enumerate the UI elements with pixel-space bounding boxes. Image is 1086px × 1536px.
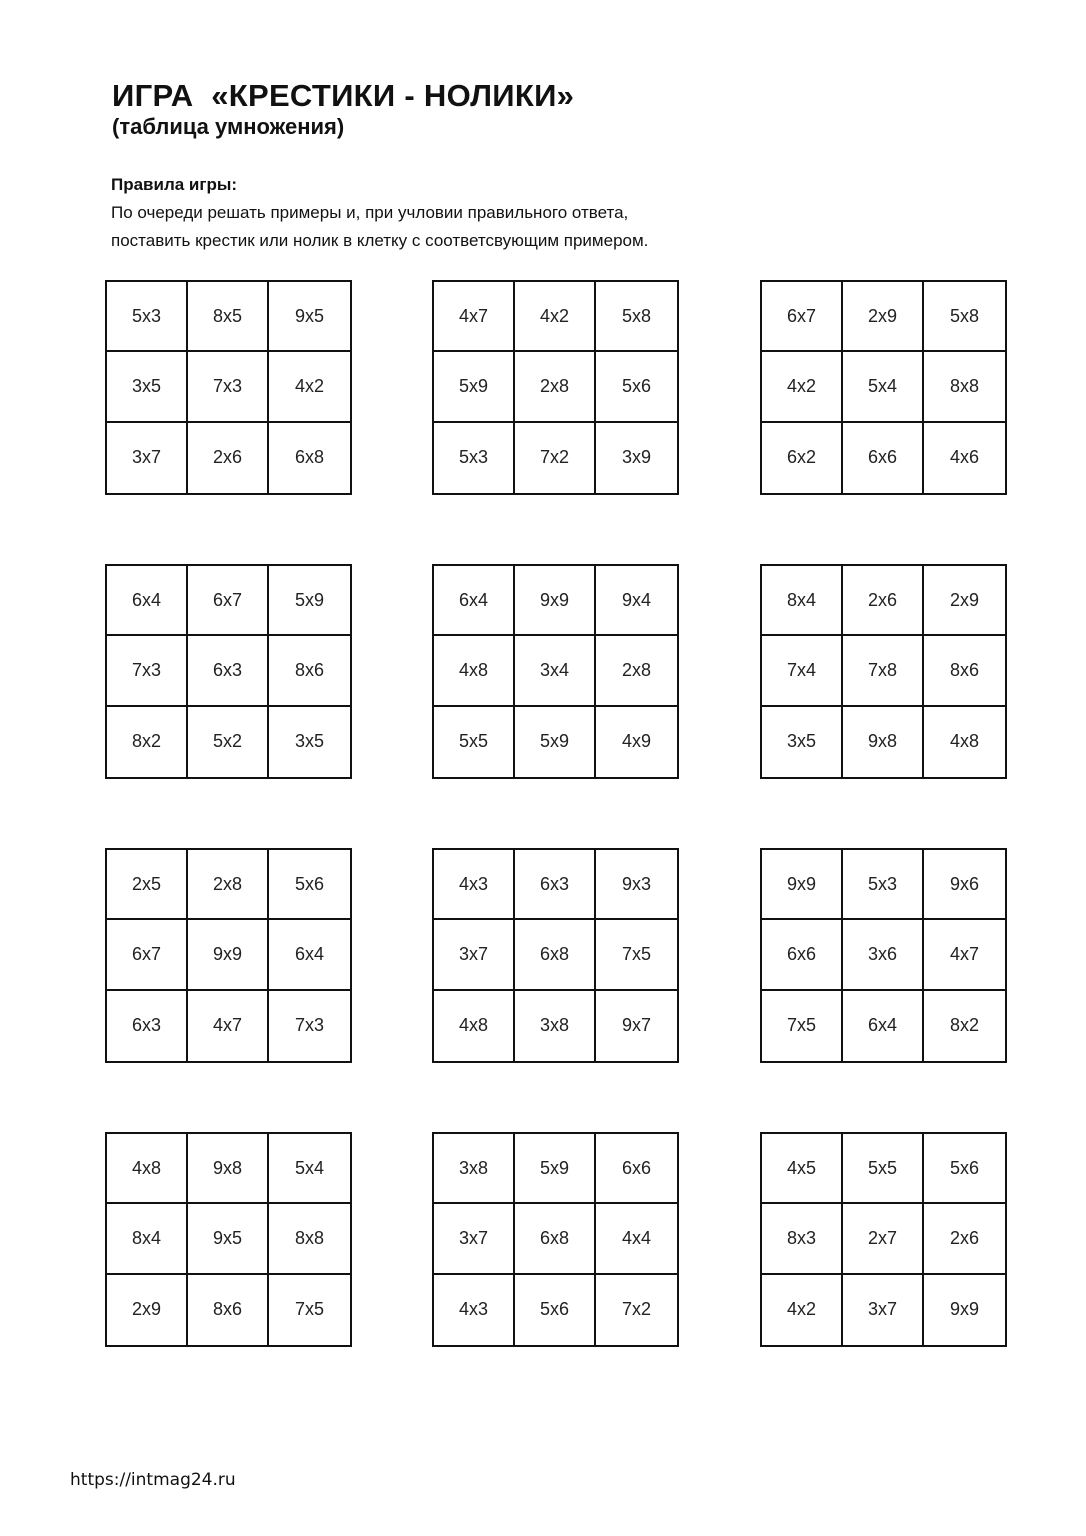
- board-cell[interactable]: 4x2: [762, 352, 843, 422]
- board-cell[interactable]: 8x3: [762, 1204, 843, 1274]
- game-board: [105, 564, 352, 779]
- board-cell[interactable]: 4x8: [107, 1134, 188, 1204]
- board-cell[interactable]: 9x9: [515, 566, 596, 636]
- board-cell[interactable]: 6x7: [762, 282, 843, 352]
- board-cell[interactable]: 3x7: [843, 1275, 924, 1345]
- game-board: [760, 280, 1007, 495]
- board-cell[interactable]: 5x3: [843, 850, 924, 920]
- rules-line-1: По очереди решать примеры и, при учловии правильного ответа,: [111, 203, 629, 222]
- board-cell[interactable]: 4x8: [434, 636, 515, 706]
- board-cell[interactable]: 9x8: [843, 707, 924, 777]
- board-cell[interactable]: 2x9: [107, 1275, 188, 1345]
- game-board: [105, 1132, 352, 1347]
- board-cell[interactable]: 6x2: [762, 423, 843, 493]
- board-cell[interactable]: 4x2: [269, 352, 350, 422]
- board-cell[interactable]: 8x8: [269, 1204, 350, 1274]
- board-cell[interactable]: 9x9: [188, 920, 269, 990]
- board-cell[interactable]: 4x8: [949, 731, 980, 752]
- board-cell[interactable]: 8x2: [107, 707, 188, 777]
- board-cell[interactable]: 8x4: [107, 1204, 188, 1274]
- board-cell[interactable]: 2x6: [188, 423, 269, 493]
- board-cell[interactable]: 5x4: [269, 1134, 350, 1204]
- board-cell[interactable]: 6x4: [269, 920, 350, 990]
- board-cell[interactable]: 9x5: [269, 282, 350, 352]
- board-cell[interactable]: 5x9: [515, 707, 596, 777]
- board-cell[interactable]: 7x2: [515, 423, 596, 493]
- board-cell[interactable]: 4x2: [762, 1275, 843, 1345]
- board-cell[interactable]: 9x9: [762, 850, 843, 920]
- board-cell[interactable]: 6x3: [188, 636, 269, 706]
- board-cell[interactable]: 2x9: [843, 282, 924, 352]
- board-cell[interactable]: 9x3: [596, 850, 677, 920]
- board-cell[interactable]: 2x9: [924, 566, 1005, 636]
- board-cell[interactable]: 5x6: [269, 850, 350, 920]
- board-cell[interactable]: 2x6: [843, 566, 924, 636]
- game-board: [432, 564, 679, 779]
- page-title: ИГРА «КРЕСТИКИ - НОЛИКИ»: [112, 78, 575, 113]
- board-cell[interactable]: 8x2: [949, 1015, 980, 1036]
- board-cell[interactable]: 6x7: [107, 920, 188, 990]
- board-cell[interactable]: 4x3: [434, 850, 515, 920]
- board-cell[interactable]: 8x6: [188, 1275, 269, 1345]
- board-cell[interactable]: 9x4: [596, 566, 677, 636]
- page-subtitle: (таблица умножения): [112, 114, 345, 139]
- board-cell[interactable]: 5x3: [107, 282, 188, 352]
- board-cell[interactable]: 5x5: [434, 707, 515, 777]
- board-cell[interactable]: 6x7: [188, 566, 269, 636]
- board-cell[interactable]: 2x7: [843, 1204, 924, 1274]
- board-cell[interactable]: 5x8: [596, 282, 677, 352]
- board-cell[interactable]: 7x3: [294, 1015, 325, 1036]
- board-cell[interactable]: 5x9: [515, 1134, 596, 1204]
- board-cell[interactable]: 8x8: [924, 352, 1005, 422]
- board-cell[interactable]: 5x3: [434, 423, 515, 493]
- board-cell[interactable]: 7x8: [843, 636, 924, 706]
- board-cell[interactable]: 2x8: [188, 850, 269, 920]
- board-cell[interactable]: 4x9: [621, 731, 652, 752]
- board-cell[interactable]: 8x6: [269, 636, 350, 706]
- board-cell[interactable]: 6x3: [515, 850, 596, 920]
- board-cell[interactable]: 9x5: [188, 1204, 269, 1274]
- board-cell[interactable]: 9x7: [621, 1015, 652, 1036]
- board-cell[interactable]: 5x8: [924, 282, 1005, 352]
- game-board: [105, 848, 352, 1063]
- board-cell[interactable]: 5x6: [924, 1134, 1005, 1204]
- board-cell[interactable]: 4x2: [515, 282, 596, 352]
- board-cell[interactable]: 4x7: [434, 282, 515, 352]
- board-cell[interactable]: 5x5: [843, 1134, 924, 1204]
- board-cell[interactable]: 5x6: [596, 352, 677, 422]
- rules-heading: Правила игры:: [111, 175, 238, 194]
- board-cell[interactable]: 2x8: [596, 636, 677, 706]
- board-cell[interactable]: 8x4: [762, 566, 843, 636]
- board-cell[interactable]: 6x3: [107, 991, 188, 1061]
- board-cell[interactable]: 5x9: [269, 566, 350, 636]
- board-cell[interactable]: 5x9: [434, 352, 515, 422]
- board-cell[interactable]: 6x4: [843, 991, 924, 1061]
- board-cell[interactable]: 8x5: [188, 282, 269, 352]
- game-board: [760, 848, 1007, 1063]
- board-cell[interactable]: 6x6: [596, 1134, 677, 1204]
- board-cell[interactable]: 7x5: [294, 1299, 325, 1320]
- game-board: [105, 280, 352, 495]
- board-cell[interactable]: 2x6: [924, 1204, 1005, 1274]
- board-cell[interactable]: 3x5: [107, 352, 188, 422]
- game-board: [432, 1132, 679, 1347]
- board-cell[interactable]: 3x7: [434, 920, 515, 990]
- board-cell[interactable]: 3x8: [515, 991, 596, 1061]
- board-cell[interactable]: 6x6: [762, 920, 843, 990]
- game-board: [760, 564, 1007, 779]
- board-cell[interactable]: 4x7: [924, 920, 1005, 990]
- board-cell[interactable]: 4x7: [188, 991, 269, 1061]
- board-cell[interactable]: 2x5: [107, 850, 188, 920]
- board-cell[interactable]: 3x7: [434, 1204, 515, 1274]
- board-cell[interactable]: 7x2: [621, 1299, 652, 1320]
- board-cell[interactable]: 7x4: [762, 636, 843, 706]
- board-cell[interactable]: 7x5: [762, 991, 843, 1061]
- board-cell[interactable]: 3x4: [515, 636, 596, 706]
- board-cell[interactable]: 6x8: [515, 920, 596, 990]
- board-cell[interactable]: 8x6: [924, 636, 1005, 706]
- board-cell[interactable]: 6x6: [843, 423, 924, 493]
- board-cell[interactable]: 2x8: [515, 352, 596, 422]
- board-cell[interactable]: 3x9: [621, 447, 652, 468]
- board-cell[interactable]: 4x6: [949, 447, 980, 468]
- game-board: [760, 1132, 1007, 1347]
- board-cell[interactable]: 5x6: [515, 1275, 596, 1345]
- board-cell[interactable]: 6x8: [515, 1204, 596, 1274]
- board-cell[interactable]: 3x8: [434, 1134, 515, 1204]
- board-cell[interactable]: 5x4: [843, 352, 924, 422]
- board-cell[interactable]: 7x5: [596, 920, 677, 990]
- board-cell[interactable]: 6x4: [107, 566, 188, 636]
- board-cell[interactable]: 4x4: [596, 1204, 677, 1274]
- board-cell[interactable]: 3x7: [107, 423, 188, 493]
- board-cell[interactable]: 4x3: [434, 1275, 515, 1345]
- board-cell[interactable]: 7x3: [188, 352, 269, 422]
- game-board: [432, 848, 679, 1063]
- board-cell[interactable]: 9x6: [924, 850, 1005, 920]
- game-board: [432, 280, 679, 495]
- board-cell[interactable]: 6x8: [294, 447, 325, 468]
- board-cell[interactable]: 9x9: [949, 1299, 980, 1320]
- board-cell[interactable]: 3x5: [294, 731, 325, 752]
- board-cell[interactable]: 6x4: [434, 566, 515, 636]
- board-cell[interactable]: 3x6: [843, 920, 924, 990]
- board-cell[interactable]: 9x8: [188, 1134, 269, 1204]
- rules-line-2: поставить крестик или нолик в клетку с соответсвующим примером.: [111, 231, 649, 250]
- board-cell[interactable]: 4x8: [434, 991, 515, 1061]
- footer-url: https://intmag24.ru: [70, 1470, 236, 1490]
- board-cell[interactable]: 3x5: [762, 707, 843, 777]
- board-cell[interactable]: 4x5: [762, 1134, 843, 1204]
- board-cell[interactable]: 7x3: [107, 636, 188, 706]
- board-cell[interactable]: 5x2: [188, 707, 269, 777]
